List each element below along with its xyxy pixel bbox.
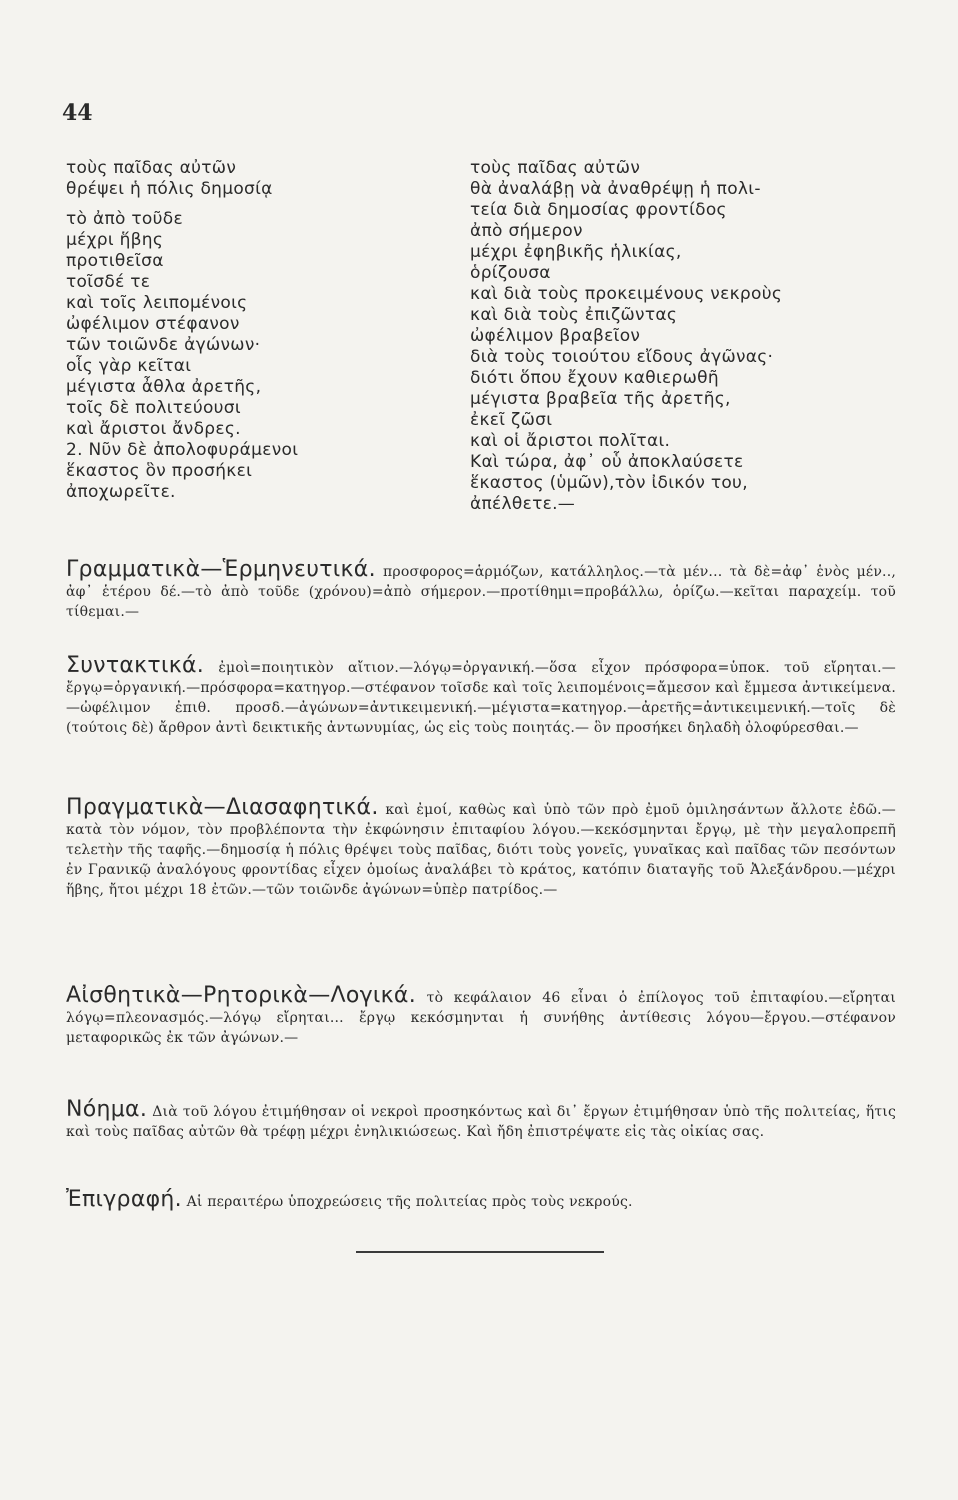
- left-line: προτιθεῖσα: [66, 251, 164, 271]
- section-body: ἐμοὶ=ποιητικὸν αἴτιον.—λόγῳ=ὀργανική.—ὅσα εἶχον πρόσφορα=ὑποκ. τοῦ εἴρηται.—ἔργῳ=ὀργανική.—πρόσφορα=κατηγορ.—στέφανον τοῖσδε καὶ τοῖς λειπομένοις=ἄμεσον καὶ ἔμμεσα ἀντικείμενα.—ὠφέλιμον ἐπιθ. προσδ.—ἀγώνων=ἀντικειμενική.—μέγιστα=κατηγορ.—ἀρετῆς=ἀντικειμενική.—τοῖς δὲ (τούτοις δὲ) ἄρθρον ἀντὶ δεικτικῆς ἀντωνυμίας, ὡς εἰς τοὺς ποιητάς.— ὃν προσήκει δηλαδὴ ὀλοφύρεσθαι.—: [66, 660, 896, 736]
- left-line: ἕκαστος ὃν προσήκει: [66, 461, 253, 481]
- right-line: ὠφέλιμον βραβεῖον: [470, 326, 641, 346]
- section-epigrafi: [66, 1187, 896, 1212]
- section-heading: Πραγματικὰ—Διασαφητικά.: [66, 795, 379, 820]
- section-noima: [66, 1097, 896, 1142]
- section-grammatika: [66, 557, 896, 622]
- right-line: μέγιστα βραβεῖα τῆς ἀρετῆς,: [470, 389, 731, 409]
- left-line: μέχρι ἥβης: [66, 230, 164, 250]
- left-line: τοῖσδέ τε: [66, 272, 151, 292]
- right-line: Καὶ τώρα, ἀφ᾽ οὗ ἀποκλαύσετε: [470, 452, 744, 472]
- right-line: θὰ ἀναλάβῃ νὰ ἀναθρέψῃ ἡ πολι-: [470, 179, 761, 199]
- left-line: μέγιστα ἆθλα ἀρετῆς,: [66, 377, 262, 397]
- section-pragmatika: [66, 795, 896, 900]
- section-body: προσφορος=ἁρμόζων, κατάλληλος.—τὰ μέν... τὰ δὲ=ἀφ᾽ ἑνὸς μέν.., ἀφ᾽ ἑτέρου δέ.—τὸ ἀπὸ τοῦδε (χρόνου)=ἀπὸ σήμερον.—προτίθημι=προβάλλω, ὁρίζω.—κεῖται παραχείμ. τοῦ τίθεμαι.—: [66, 564, 896, 620]
- section-heading: Συντακτικά.: [66, 653, 205, 678]
- left-line: θρέψει ἡ πόλις δημοσίᾳ: [66, 179, 273, 199]
- left-line: οἷς γὰρ κεῖται: [66, 356, 192, 376]
- left-line: τὸ ἀπὸ τοῦδε: [66, 209, 183, 229]
- right-line: ἀπέλθετε.—: [470, 494, 576, 514]
- page-number: 44: [62, 100, 93, 126]
- right-line: τοὺς παῖδας αὐτῶν: [470, 158, 641, 178]
- section-syntaktika: [66, 653, 896, 738]
- left-line: τοὺς παῖδας αὐτῶν: [66, 158, 237, 178]
- section-heading: Αἰσθητικὰ—Ρητορικὰ—Λογικά.: [66, 983, 417, 1008]
- right-line: διὰ τοὺς τοιούτου εἴδους ἀγῶνας·: [470, 347, 774, 367]
- right-line: καὶ διὰ τοὺς προκειμένους νεκροὺς: [470, 284, 783, 304]
- separator-rule: [356, 1251, 604, 1253]
- left-line: 2. Νῦν δὲ ἀπολοφυράμενοι: [66, 440, 299, 460]
- section-body: Διὰ τοῦ λόγου ἐτιμήθησαν οἱ νεκροὶ προσηκόντως καὶ δι᾽ ἔργων ἐτιμήθησαν ὑπὸ τῆς πολιτείας, ἥτις καὶ τοὺς παῖδας αὐτῶν θὰ τρέφῃ μέχρι ἐνηλικιώσεως. Καὶ ἤδη ἐπιστρέψατε εἰς τὰς οἰκίας σας.: [66, 1104, 896, 1140]
- section-heading: Γραμματικὰ—Ἑρμηνευτικά.: [66, 557, 376, 582]
- left-column-ancient-text: [66, 158, 446, 503]
- section-body: τὸ κεφάλαιον 46 εἶναι ὁ ἐπίλογος τοῦ ἐπιταφίου.—εἴρηται λόγῳ=πλεονασμός.—λόγῳ εἴρηται... ἔργῳ κεκόσμηνται ἡ συνήθης ἀντίθεσις λόγου—ἔργου.—στέφανον μεταφορικῶς ἐκ τῶν ἀγώνων.—: [66, 990, 896, 1046]
- section-aisthitika: [66, 983, 896, 1048]
- right-line: ἕκαστος (ὑμῶν),τὸν ἰδικόν του,: [470, 473, 748, 493]
- right-line: ἀπὸ σήμερον: [470, 221, 583, 241]
- right-line: καὶ οἱ ἄριστοι πολῖται.: [470, 431, 671, 451]
- right-column-translation: [470, 158, 890, 515]
- right-line: τεία διὰ δημοσίας φροντίδος: [470, 200, 727, 220]
- right-line: καὶ διὰ τοὺς ἐπιζῶντας: [470, 305, 678, 325]
- right-line: διότι ὅπου ἔχουν καθιερωθῆ: [470, 368, 719, 388]
- left-line: καὶ τοῖς λειπομένοις: [66, 293, 248, 313]
- section-heading: Ἐπιγραφή.: [66, 1187, 182, 1212]
- left-line: τοῖς δὲ πολιτεύουσι: [66, 398, 241, 418]
- left-line: καὶ ἄριστοι ἄνδρες.: [66, 419, 241, 439]
- right-line: ἐκεῖ ζῶσι: [470, 410, 553, 430]
- left-gap: [66, 200, 446, 209]
- section-body: Αἱ περαιτέρω ὑποχρεώσεις τῆς πολιτείας πρὸς τοὺς νεκρούς.: [186, 1194, 633, 1210]
- section-body: καὶ ἐμοί, καθὼς καὶ ὑπὸ τῶν πρὸ ἐμοῦ ὁμιλησάντων ἄλλοτε ἐδῶ.—κατὰ τὸν νόμον, τὸν προβλέποντα τὴν ἐκφώνησιν ἐπιταφίου λόγου.—κεκόσμηνται ἔργῳ, μὲ τὴν μεγαλοπρεπῆ τελετὴν τῆς ταφῆς.—δημοσίᾳ ἡ πόλις θρέψει τοὺς παῖδας, διότι τοὺς γονεῖς, γυναῖκας καὶ παῖδας τῶν πεσόντων ἐν Γρανικῷ ἀναλόγους φροντίδας εἶχεν ὁμοίως ἀναλάβει τὸ κράτος, κατόπιν διαταγῆς τοῦ Ἀλεξάνδρου.—μέχρι ἥβης, ἤτοι μέχρι 18 ἐτῶν.—τῶν τοιῶνδε ἀγώνων=ὑπὲρ πατρίδος.—: [66, 802, 896, 898]
- section-heading: Νόημα.: [66, 1097, 148, 1122]
- left-line: τῶν τοιῶνδε ἀγώνων·: [66, 335, 261, 355]
- left-line: ἀποχωρεῖτε.: [66, 482, 176, 502]
- left-line: ὠφέλιμον στέφανον: [66, 314, 240, 334]
- right-line: ὁρίζουσα: [470, 263, 551, 283]
- right-line: μέχρι ἐφηβικῆς ἡλικίας,: [470, 242, 682, 262]
